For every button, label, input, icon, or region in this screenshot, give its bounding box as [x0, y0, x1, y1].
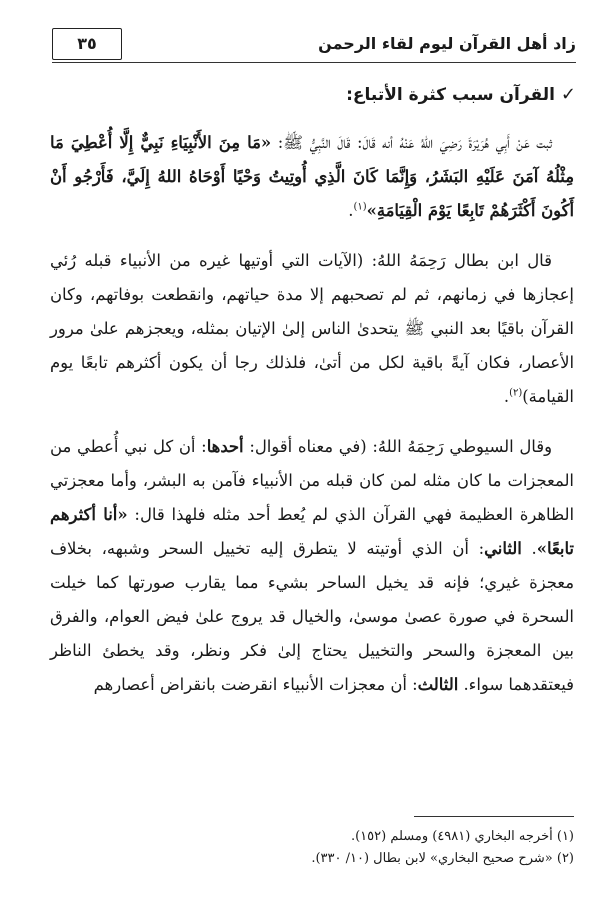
footnotes [50, 826, 574, 870]
footnote-ref-2: (٢) [509, 387, 523, 399]
third-opinion-text: : أن معجزات الأنبياء انقرضت بانقراض أعصارهم [93, 675, 418, 694]
body-text [50, 126, 574, 702]
second-opinion-label: الثاني [484, 539, 522, 558]
hadith-short-quote: «أنا أكثرهم تابعًا» [50, 505, 574, 558]
footnote-2: (٢) «شرح صحيح البخاري» لابن بطال (١٠/ ٣٣٠). [311, 851, 574, 866]
paragraph-hadith-intro: ثبت عَنْ أَبِي هُرَيْرَةَ رَضِيَ اللهُ عَنْهُ أنه قَالَ: قَالَ النَّبِيُّ ﷺ: [271, 133, 553, 152]
paragraph-ibn-battal [50, 244, 574, 414]
paragraph-ibn-battal-end: . [503, 387, 510, 406]
paragraph-ibn-battal-text: قال ابن بطال رَحِمَهُ اللهُ: (الآيات التي أوتيها غيره من الأنبياء قبله رُئي إعجازها في زمانهم، ثم لم تصحبهم إلا مدة حياتهم، وانقطعت بوفاتهم، وكان القرآن باقيًا بعد النبي ﷺ يتحدىٰ الناس إلىٰ الإتيان بمثله، ويعجزهم علىٰ مرور الأعصار، فكان آيةً باقية لكل من أتىٰ، فلذلك رجا أن يكون أكثرهم تابعًا يوم القيامة) [50, 251, 574, 406]
section-heading-text: القرآن سبب كثرة الأتباع: [346, 85, 555, 105]
third-opinion-label: الثالث [417, 675, 459, 694]
after-quote: . [521, 539, 537, 558]
section-heading [346, 84, 576, 105]
footnote-divider [414, 816, 574, 817]
hadith-quote: «مَا مِنَ الأَنْبِيَاءِ نَبِيٌّ إِلَّا أُعْطِيَ مَا مِثْلُهُ آمَنَ عَلَيْهِ البَشَرُ، وَإِنَّمَا كَانَ الَّذِي أُوتِيتُ وَحْيًا أَوْحَاهُ اللهُ إِلَيَّ، فَأَرْجُو أَنْ أَكُونَ أَكْثَرَهُمْ تَابِعًا يَوْمَ الْقِيَامَةِ» [50, 133, 574, 220]
header-divider [52, 62, 576, 63]
paragraph-hadith [50, 126, 574, 228]
footnote-ref-1: (١) [353, 201, 367, 213]
running-title: زاد أهل القرآن ليوم لقاء الرحمن [318, 34, 576, 53]
paragraph-hadith-end: . [348, 201, 354, 220]
paragraph-suyuti [50, 430, 574, 702]
paragraph-suyuti-intro: وقال السيوطي رَحِمَهُ اللهُ: (في معناه أقوال: [243, 437, 552, 456]
footnote-1: (١) أخرجه البخاري (٤٩٨١) ومسلم (١٥٢). [350, 829, 574, 844]
page-number: ٣٥ [52, 28, 122, 60]
first-opinion-label: أحدها [206, 437, 244, 456]
first-opinion-text: : أن كل نبي أُعطي من المعجزات ما كان مثله لمن كان قبله من الأنبياء فآمن به البشر، وأما معجزتي الظاهرة العظيمة فهي القرآن الذي لم يُعط أحد مثله فلهذا قال: [50, 437, 574, 524]
second-opinion-text: : أن الذي أوتيته لا يتطرق إليه تخييل السحر وشبهه، بخلاف معجزة غيري؛ فإنه قد يخيل الساحر بشيء مما يقارب صورتها كما خيلت السحرة في صورة عصىٰ موسىٰ، والخيال قد يروج علىٰ فيض العوام، والفرق بين المعجزة والسحر والتخييل يحتاج إلىٰ فكر ونظر، وقد يخطئ الناظر فيعتقدهما سواء. [50, 539, 574, 694]
checkmark-icon: ✓ [560, 84, 576, 105]
page-header [52, 26, 576, 62]
